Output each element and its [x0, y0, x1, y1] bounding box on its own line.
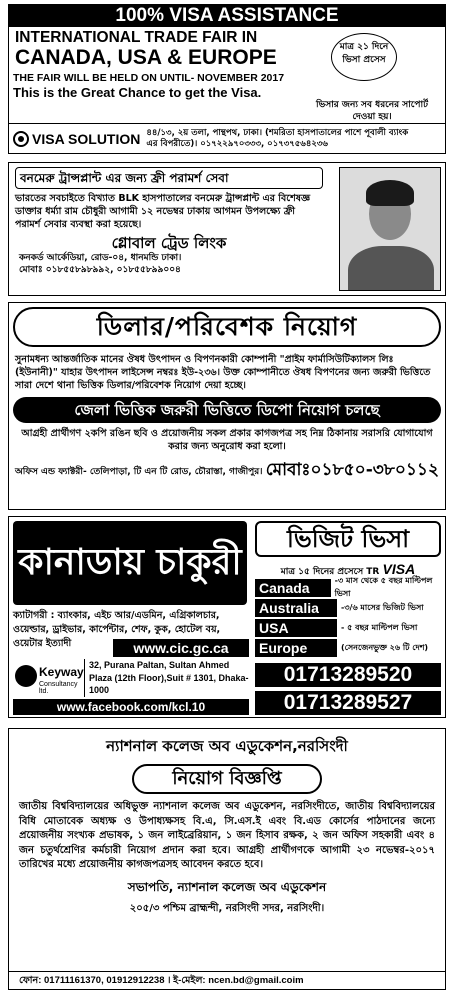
visa-assistance-ad: [8, 4, 446, 154]
notice-body: জাতীয় বিশ্ববিদ্যালয়ের অধিভুক্ত ন্যাশনাল কলেজ অব এডুকেশন, নরসিংদীতে, জাতীয় বিশ্ববিদ্যালয়ের বিধি মোতাবেক অধ্যক্ষ ও উপাধ্যক্ষসহ বি.এ, সি.এস.ই এবং বি.এড কোর্সের পাঠদানের জন্যে প্রয়োজনীয় সংখ্যক প্রভাষক, ১ জন লাইব্রেরিয়ান, ১ জন হিসাব রক্ষক, ২ জন অফিস সহকারী এবং ৪ জন চতুর্থশ্রেণির কর্মচারী নিয়োগ প্রদান করা হবে। আগ্রহী প্রার্থীগণকে আগামী ২৩ নভেম্বর-২০১৭ তারিখের মধ্যে প্রয়োজনীয় কাগজপত্রসহ আবেদন করতে হবে।: [19, 801, 435, 870]
company-name: গ্লোবাল ট্রেড লিংক: [111, 234, 227, 252]
keyway-logo: [13, 659, 85, 697]
support-note: ভিসার জন্য সব ধরনের সাপোর্ট দেওয়া হয়।: [315, 100, 429, 122]
ad-instructions: আগ্রহী প্রার্থীগণ ২কপি রঙিন ছবি ও প্রয়োজনীয় সকল প্রকার কাগজপত্র সহ নিম্ন ঠিকানায় সরাসরি যোগাযোগ করার জন্য অনুরোধ করা হলো।: [21, 428, 433, 452]
visit-visa-title: ভিজিট ভিসা: [255, 521, 441, 557]
company-name: VISA SOLUTION: [32, 130, 141, 147]
doctor-photo: [339, 167, 441, 291]
contact-line: ফোন: 01711161370, 01912912238 । ই-মেইল: ncen.bd@gmail.coim: [9, 971, 445, 989]
depot-banner: জেলা ভিত্তিক জরুরী ভিত্তিতে ডিপো নিয়োগ চলছে: [13, 397, 441, 423]
college-recruitment-ad: [8, 728, 446, 990]
country-desc: - ৫ বছর মাল্টিপল ভিসা: [341, 622, 418, 632]
country-name: Europe: [255, 639, 337, 657]
contact-row: [9, 454, 445, 488]
ad-body: ভারতের সবচাইতে বিখ্যাত BLK হাসপাতালের বনমেরু ট্রান্সপ্লান্ট এর বিশেষজ্ঞ ডাক্তার ধর্ম্যা রাম চৌধুরী আগামী ১২ নভেম্বর ঢাকায় আগমন উপলক্ষ্যে ফ্রী পরামর্শ সেবার ব্যবস্থা করা হয়েছে।: [15, 193, 311, 230]
ad-title: কানাডায় চাকুরী: [13, 521, 247, 605]
country-desc: (সেনজেনভুক্ত ২৬ টি দেশ): [341, 642, 429, 652]
facebook-link[interactable]: www.facebook.com/kcl.10: [13, 699, 249, 715]
tr-visa-label: VISA: [382, 561, 416, 577]
country-row: [255, 619, 441, 637]
website-link[interactable]: www.cic.gc.ca: [113, 639, 249, 657]
headline: INTERNATIONAL TRADE FAIR IN: [15, 29, 258, 46]
company-phones: মোবাঃ ০১৮৫৫৮৯৮৯৯২, ০১৮৫৫৮৯৯০০৪: [19, 265, 181, 275]
headline-countries: CANADA, USA & EUROPE: [15, 46, 277, 69]
globe-logo-icon: [13, 131, 29, 147]
ad-header: বনমেরু ট্রান্সপ্লান্ট এর জন্য ফ্রী পরামর্শ সেবা: [15, 167, 323, 189]
keyway-logo-icon: [15, 665, 37, 687]
country-desc: -৩/৬ মাসের ভিজিট ভিসা: [341, 602, 424, 612]
office-address: অফিস এন্ড ফ্যাক্টরী- তেলিপাড়া, টি এন টি রোড, চৌরাস্তা, গাজীপুর।: [15, 466, 263, 477]
ad-body: সুনামধন্য আন্তর্জাতিক মানের ঔষধ উৎপাদন ও বিপণনকারী কোম্পানী "প্রাইম ফার্মাসিউটিক্যালস লিঃ (ইউনানী)" যাহার উৎপাদন লাইসেন্স নম্বরঃ ইউ-২৩৬। উক্ত কোম্পানীতে ঔষধ বিপণনের জন্য জরুরী ভিত্তিতে সারা দেশে থানা ভিত্তিক ডিলার/পরিবেশক নিয়োগ দেয়া হচ্ছে।: [15, 354, 431, 391]
phone-number: মোবাঃ০১৮৫০-৩৮০১১২: [265, 460, 439, 480]
ad-footer: [9, 123, 445, 153]
company-address: কনকর্ড আর্কেডিয়া, রোড-০৪, ধানমন্ডি ঢাকা।: [19, 253, 182, 263]
notice-title: নিয়োগ বিজ্ঞপ্তি: [132, 764, 322, 794]
dealer-recruitment-ad: [8, 302, 446, 510]
tagline: This is the Great Chance to get the Visa.: [13, 85, 262, 100]
country-row: [255, 576, 441, 598]
tr-visa-prefix: মাত্র ১৫ দিনের প্রসেসে TR: [280, 567, 380, 577]
country-row: [255, 639, 441, 657]
canada-jobs-ad: [8, 516, 446, 718]
country-name: USA: [255, 619, 337, 637]
ad-header: 100% VISA ASSISTANCE: [9, 5, 445, 27]
country-name: Australia: [255, 599, 337, 617]
country-desc: -৩ মাস থেকে ৫ বছর মাল্টিপল ভিসা: [334, 576, 433, 598]
company-address: 32, Purana Paltan, Sultan Ahmed Plaza (12th Floor),Suit # 1301, Dhaka-1000: [89, 660, 249, 695]
phone-number-2: 01713289527: [255, 691, 441, 715]
college-name: ন্যাশনাল কলেজ অব এডুকেশন,নরসিংদী: [106, 737, 348, 755]
fair-date: THE FAIR WILL BE HELD ON UNTIL- NOVEMBER 2017: [13, 72, 285, 84]
signatory: সভাপতি, ন্যাশনাল কলেজ অব এডুকেশন: [127, 879, 327, 894]
country-name: Canada: [255, 579, 331, 597]
transplant-consultation-ad: [8, 162, 446, 296]
country-row: [255, 599, 441, 617]
job-categories: ক্যাটাগরী : ব্যাংকার, এইচ আর/এডমিন, এগ্রিকালচার, ওয়েল্ডার, ড্রাইভার, কার্পেন্টার, শেফ, কুক, হোটেল বয়, ওয়েটার ইত্যাদী: [13, 610, 221, 649]
keyway-subtitle: Consultancy ltd.: [39, 681, 78, 695]
company-address: ৪৪/১৩, ২য় তলা, পান্থপথ, ঢাকা। (শমরিতা হাসপাতালের পাশে পূবালী ব্যাংক এর বিপরীতে)। ০১৭২২৯৭০৩৩৩, ০১৭৩৭৫৬৪২৩৬: [146, 127, 409, 149]
college-address: ২০৫/৩ পশ্চিম ব্রাহ্মন্দী, নরসিংদী সদর, নরসিংদী।: [129, 902, 325, 914]
processing-badge: মাত্র ২১ দিনে ভিসা প্রসেস: [331, 33, 397, 81]
ad-header: ডিলার/পরিবেশক নিয়োগ: [13, 307, 441, 347]
keyway-name: Keyway: [39, 665, 84, 679]
phone-number-1: 01713289520: [255, 663, 441, 687]
